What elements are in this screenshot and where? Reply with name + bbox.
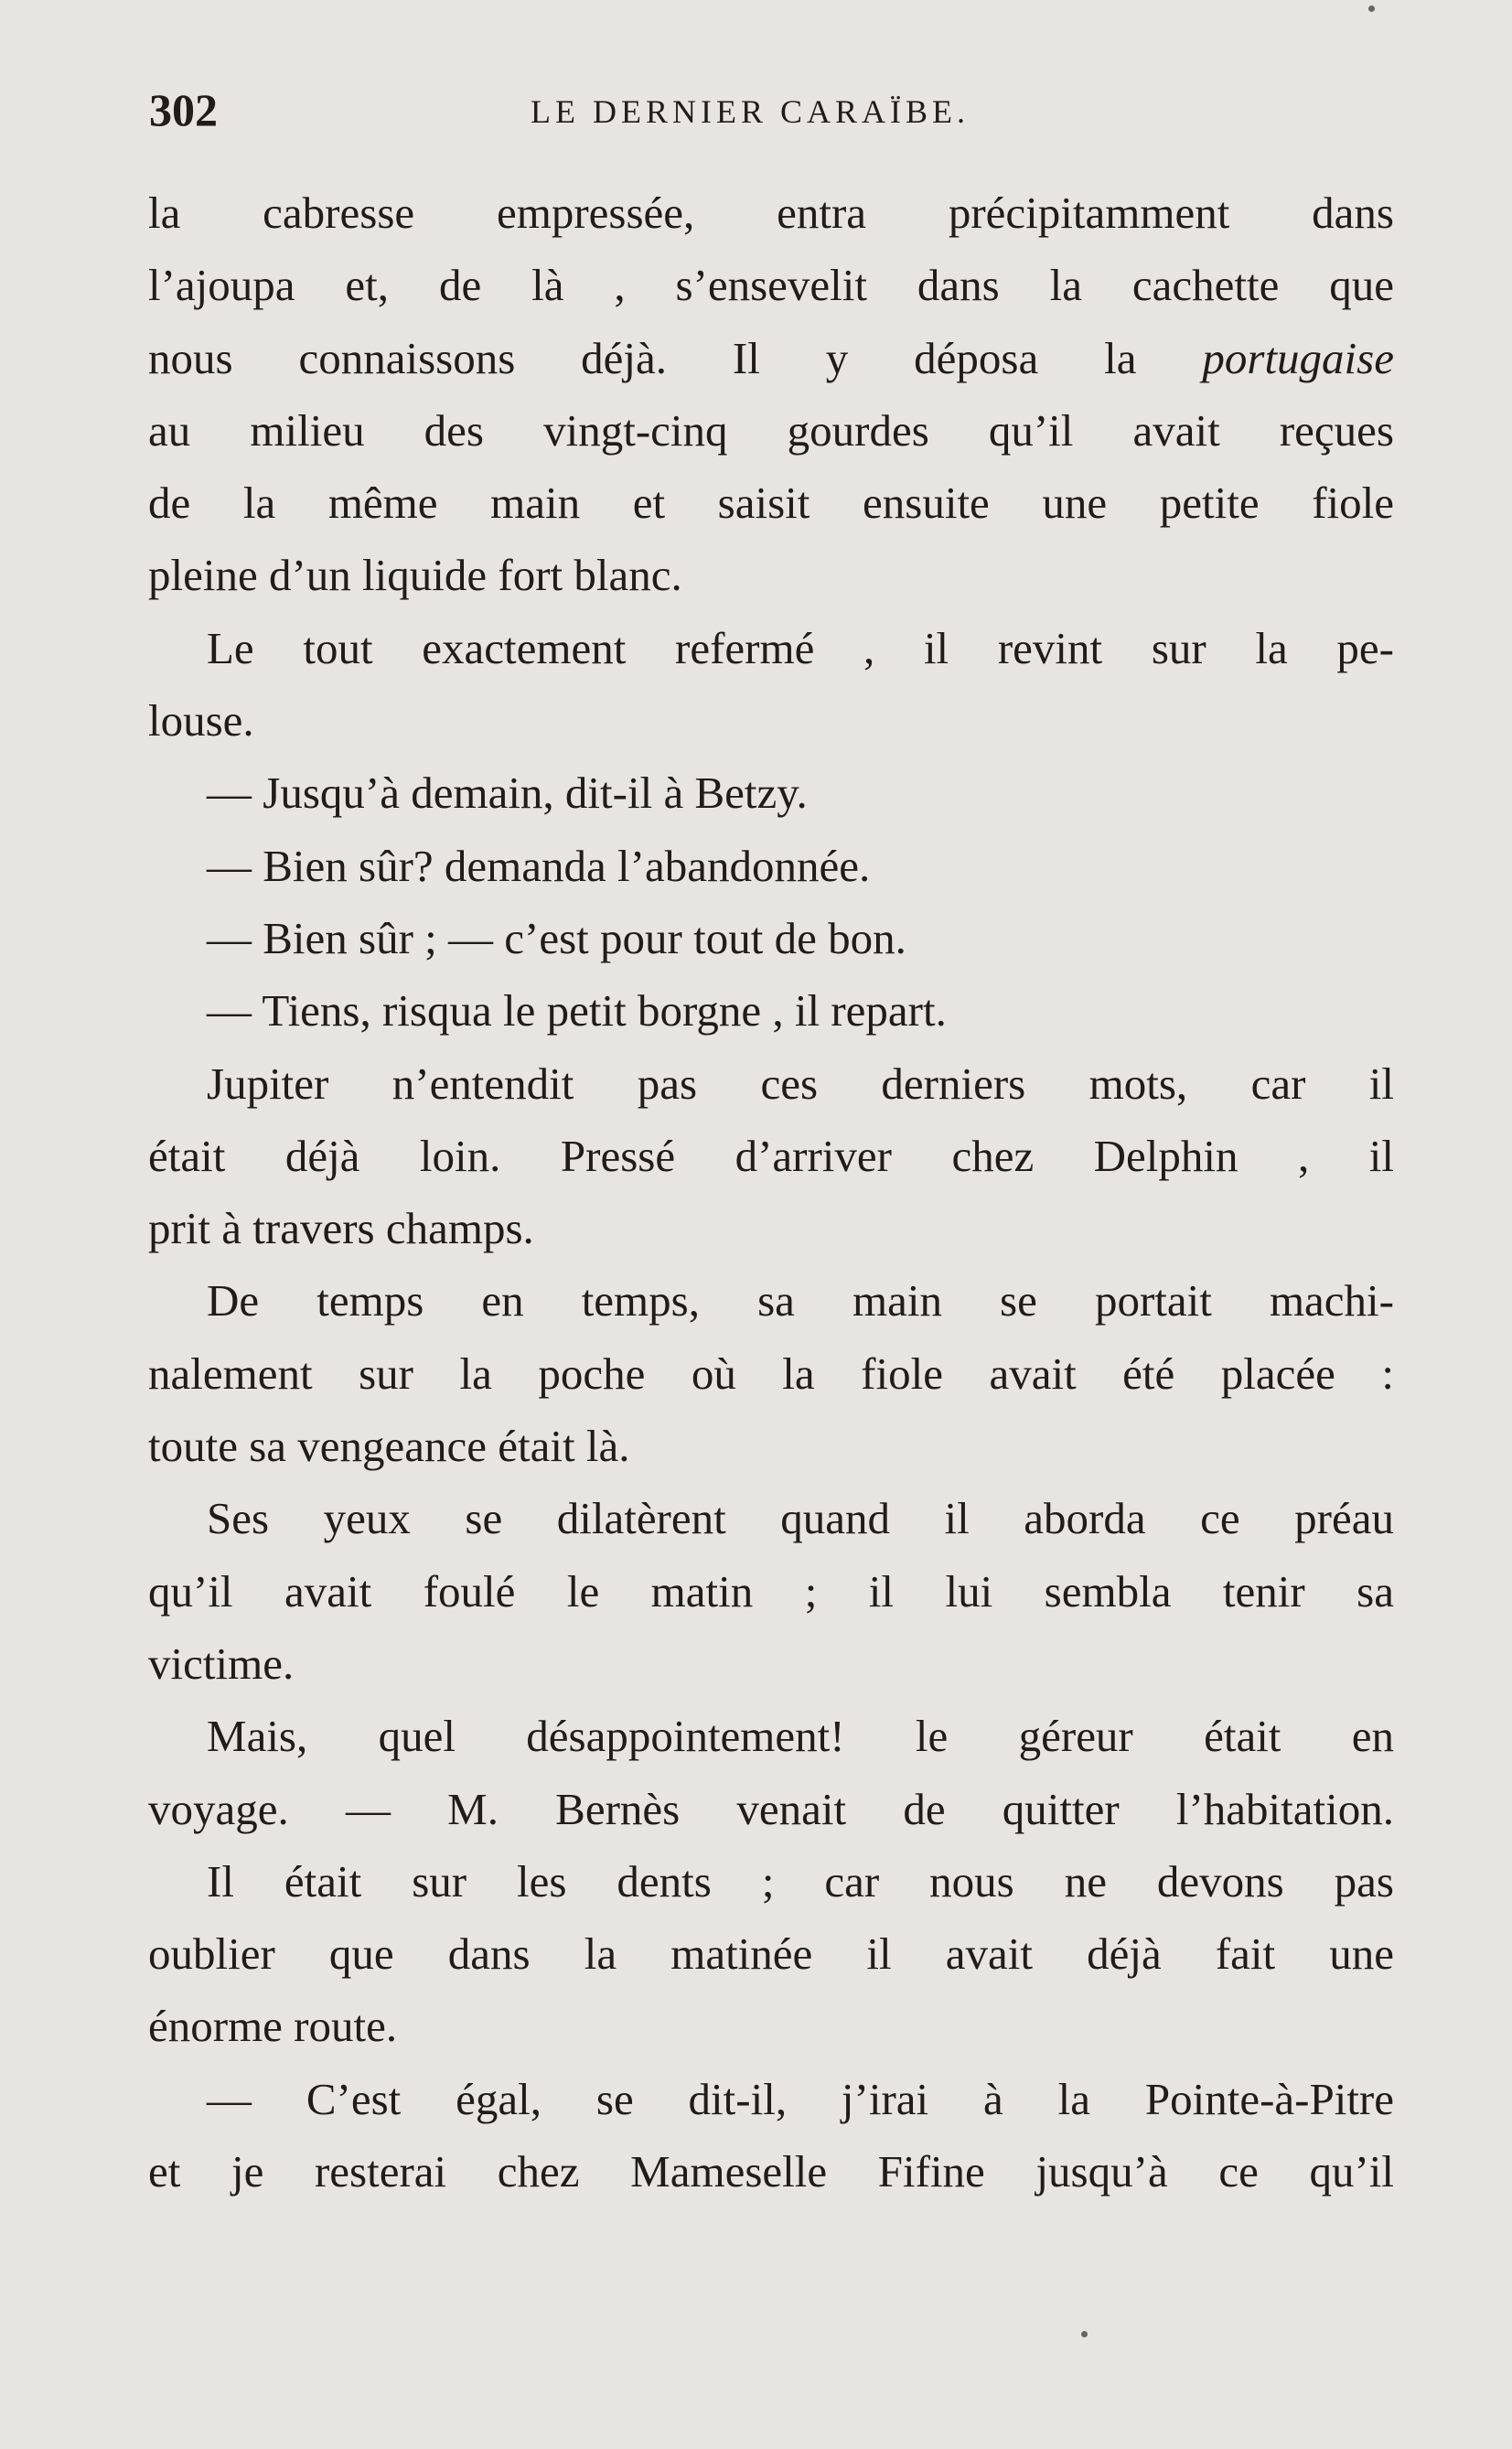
text-line: pleine d’un liquide fort blanc.: [148, 550, 682, 601]
text-line: Mais, quel désappointement! le géreur était en: [207, 1711, 1394, 1762]
text-line: Jupiter n’entendit pas ces derniers mots, car il: [207, 1058, 1394, 1109]
paragraph-7-cont: [148, 1917, 1394, 2063]
paragraph-5: [148, 1482, 1394, 1554]
running-title: LE DERNIER CARAÏBE.: [531, 93, 970, 130]
italic-word: portugaise: [1202, 332, 1394, 383]
text-line: [148, 322, 1394, 394]
text-line: oublier que dans la matinée il avait déjà fait une: [148, 1928, 1394, 1980]
text-line: prit à travers champs.: [148, 1203, 534, 1254]
paragraph-8-cont: [148, 2135, 1394, 2207]
text-line: — Bien sûr? demanda l’abandonnée.: [207, 840, 871, 891]
text-line: au milieu des vingt-cinq gourdes qu’il avait reçues: [148, 404, 1394, 456]
text-line: De temps en temps, sa main se portait machi-: [207, 1275, 1394, 1327]
page-number: 302: [149, 84, 218, 135]
text-line: louse.: [148, 695, 254, 747]
text-line: Ses yeux se dilatèrent quand il aborda ce préau: [207, 1493, 1394, 1544]
text-line: — Jusqu’à demain, dit-il à Betzy.: [207, 768, 808, 819]
paper-speck: [1081, 2331, 1088, 2337]
text-line: victime.: [148, 1638, 295, 1689]
body-text: [148, 177, 1394, 2207]
text-line: toute sa vengeance était là.: [148, 1421, 630, 1472]
text-line: était déjà loin. Pressé d’arriver chez Delphin , il: [148, 1130, 1394, 1181]
text-line: Il était sur les dents ; car nous ne devons pas: [207, 1855, 1394, 1907]
text-line: énorme route.: [148, 2001, 398, 2052]
paragraph-7: [148, 1845, 1394, 1917]
text-line: Le tout exactement refermé , il revint sur la pe-: [207, 622, 1394, 673]
text-line: et je resterai chez Mameselle Fifine jusqu’à ce qu’il: [148, 2146, 1394, 2197]
paragraph-6-cont: [148, 1773, 1394, 1845]
paragraph-5-cont: [148, 1555, 1394, 1701]
text-segment: nous connaissons déjà. Il y déposa la: [148, 332, 1203, 383]
paragraph-6: [148, 1700, 1394, 1772]
dialogue-line-1: [148, 757, 1394, 829]
text-line: — Bien sûr ; — c’est pour tout de bon.: [207, 912, 906, 963]
dialogue-line-3: [148, 902, 1394, 974]
dialogue-line-2: [148, 830, 1394, 902]
text-line: — Tiens, risqua le petit borgne , il repart.: [207, 985, 947, 1037]
text-line: — C’est égal, se dit-il, j’irai à la Pointe-à-Pitre: [207, 2073, 1394, 2124]
paragraph-8: [148, 2063, 1394, 2135]
dialogue-line-4: [148, 974, 1394, 1047]
paragraph-2-cont: [148, 684, 1394, 757]
text-line: voyage. — M. Bernès venait de quitter l’habitation.: [148, 1783, 1394, 1834]
paragraph-3-cont: [148, 1120, 1394, 1265]
paragraph-4-cont: [148, 1337, 1394, 1483]
text-line: nalement sur la poche où la fiole avait été placée :: [148, 1348, 1394, 1399]
paragraph-3: [148, 1047, 1394, 1120]
text-line: la cabresse empressée, entra précipitamment dans: [148, 188, 1394, 238]
text-line: l’ajoupa et, de là , s’ensevelit dans la cachette que: [148, 260, 1394, 311]
paragraph-4: [148, 1264, 1394, 1337]
paragraph-2: [148, 612, 1394, 684]
text-line: qu’il avait foulé le matin ; il lui sembla tenir sa: [148, 1565, 1394, 1617]
paragraph-1: [148, 177, 1394, 612]
paper-speck: [1368, 5, 1375, 12]
text-line: de la même main et saisit ensuite une petite fiole: [148, 478, 1394, 529]
